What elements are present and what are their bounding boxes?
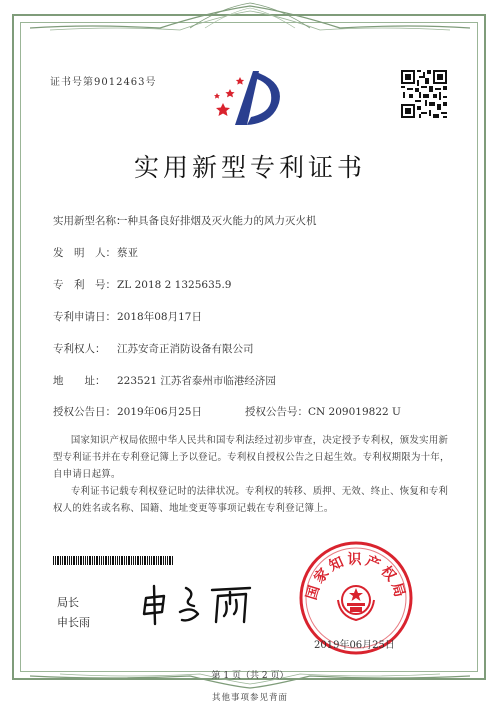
field-value: 2019年06月25日 — [117, 406, 202, 418]
field-value: CN 209019822 U — [308, 406, 401, 418]
field-patentee — [53, 341, 254, 356]
field-label: 授权公告号： — [245, 406, 308, 418]
field-value: 一种具备良好排烟及灭火能力的风力灭火机 — [117, 215, 317, 227]
field-address — [53, 373, 276, 388]
legal-status-paragraph: 专利证书记载专利权登记时的法律状况。专利权的转移、质押、无效、终止、恢复和专利权人的姓名或名称、国籍、地址变更等事项记载在专利登记簿上。 — [53, 486, 449, 514]
field-value: 223521 江苏省泰州市临港经济园 — [117, 375, 276, 387]
seal-date: 2019年06月25日 — [314, 640, 395, 651]
field-label: 专利申请日： — [53, 311, 116, 323]
field-value: 蔡亚 — [117, 247, 138, 259]
field-inventor — [53, 245, 138, 260]
certificate-number: 证书号第9012463号 — [50, 77, 157, 88]
handwritten-signature — [138, 582, 258, 626]
field-label: 授权公告日： — [53, 406, 116, 418]
barcode — [53, 556, 173, 565]
field-value: 江苏安奇正消防设备有限公司 — [117, 343, 254, 355]
footer-note: 其他事项参见背面 — [211, 693, 288, 703]
field-label: 发 明 人： — [53, 247, 116, 259]
field-filing-date — [53, 309, 202, 324]
field-grant-date — [53, 404, 202, 419]
field-value: 2018年08月17日 — [117, 311, 202, 323]
field-value: ZL 2018 2 1325635.9 — [117, 279, 232, 291]
field-utility-model-name — [53, 213, 317, 228]
top-ornament — [30, 2, 470, 32]
field-patent-number — [53, 277, 231, 292]
page-number: 第 1 页（共 2 页） — [211, 671, 289, 681]
grant-statement-paragraph: 国家知识产权局依照中华人民共和国专利法经过初步审查，决定授予专利权，颁发实用新型专利证书并在专利登记簿上予以登记。专利权自授权公告之日起生效。专利权期限为十年，自申请日起算。 — [53, 435, 450, 480]
patent-office-emblem — [213, 63, 285, 135]
field-label: 地 址： — [53, 375, 106, 387]
qr-code — [401, 70, 447, 118]
field-label: 专利权人： — [53, 343, 106, 355]
field-label: 专 利 号： — [53, 279, 116, 291]
field-label: 实用新型名称： — [53, 215, 127, 227]
seal-text: 国家知识产权局 — [303, 552, 409, 602]
signatory-title: 局长 — [57, 596, 79, 609]
field-publication-number — [245, 404, 401, 419]
signatory-name: 申长雨 — [57, 616, 90, 629]
document-title: 实用新型专利证书 — [133, 153, 366, 182]
